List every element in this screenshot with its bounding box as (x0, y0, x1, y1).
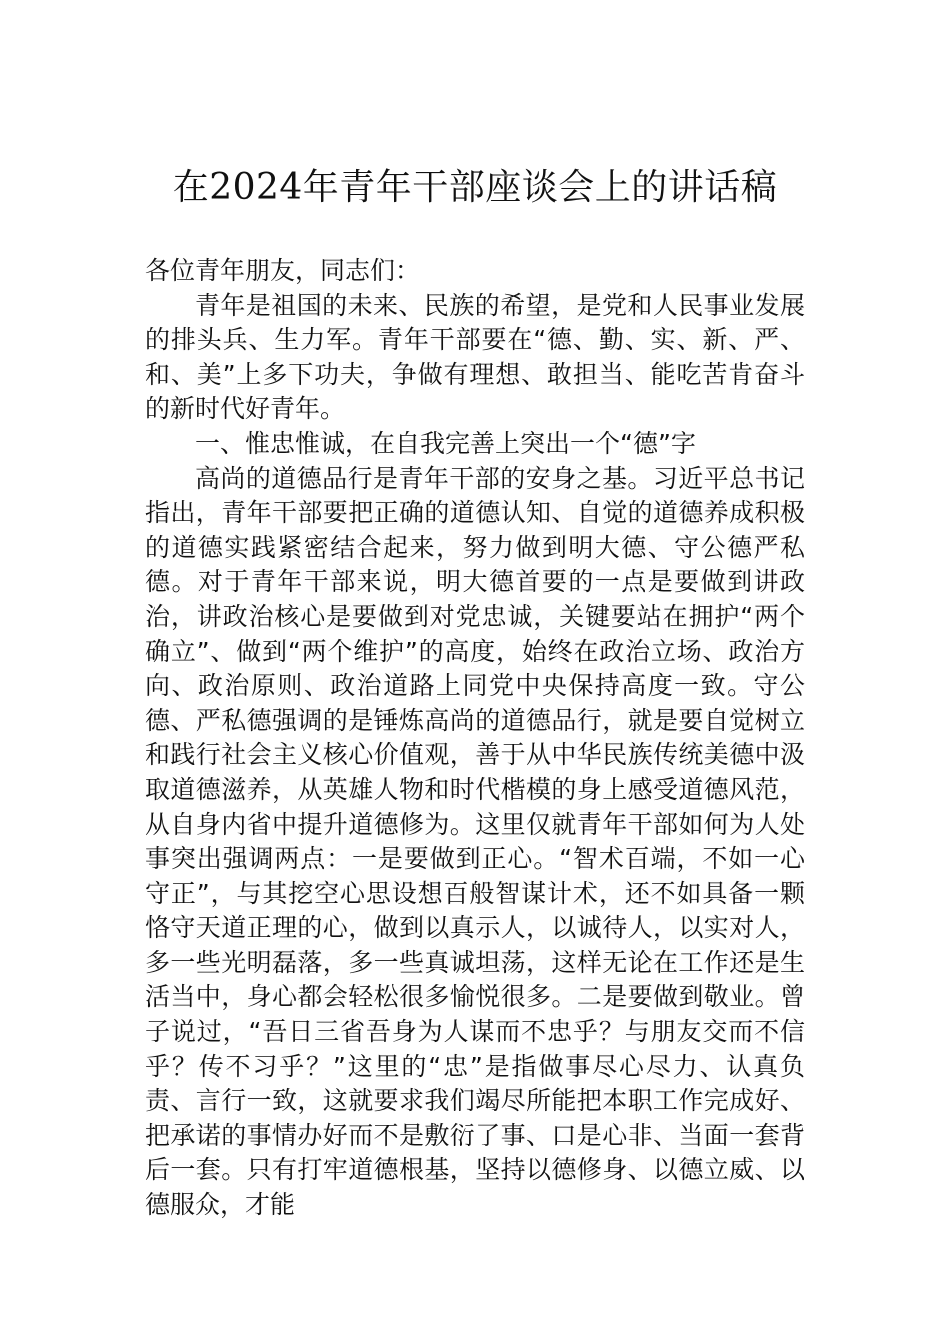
body-paragraph: 高尚的道德品行是青年干部的安身之基。习近平总书记指出，青年干部要把正确的道德认知、自觉的道德养成积极的道德实践紧密结合起来，努力做到明大德、守公德严私德。对于青年干部来说，明大德首要的一点是要做到讲政治，讲政治核心是要做到对党忠诚，关键要站在拥护“两个确立”、做到“两个维护”的高度，始终在政治立场、政治方向、政治原则、政治道路上同党中央保持高度一致。守公德、严私德强调的是锤炼高尚的道德品行，就是要自觉树立和践行社会主义核心价值观，善于从中华民族传统美德中汲取道德滋养，从英雄人物和时代楷模的身上感受道德风范，从自身内省中提升道德修为。这里仅就青年干部如何为人处事突出强调两点：一是要做到正心。“智术百端，不如一心守正”，与其挖空心思设想百般智谋计术，还不如具备一颗恪守天道正理的心，做到以真示人，以诚待人，以实对人，多一些光明磊落，多一些真诚坦荡，这样无论在工作还是生活当中，身心都会轻松很多愉悦很多。二是要做到敬业。曾子说过，“吾日三省吾身为人谋而不忠乎？与朋友交而不信乎？传不习乎？”这里的“忠”是指做事尽心尽力、认真负责、言行一致，这就要求我们竭尽所能把本职工作完成好、把承诺的事情办好而不是敷衍了事、口是心非、当面一套背后一套。只有打牢道德根基，坚持以德修身、以德立威、以德服众，才能 (145, 463, 805, 1220)
document-body (145, 254, 805, 1223)
document-title: 在2024年青年干部座谈会上的讲话稿 (172, 167, 778, 208)
section-heading: 一、惟忠惟诚，在自我完善上突出一个“德”字 (195, 428, 696, 458)
intro-paragraph: 青年是祖国的未来、民族的希望，是党和人民事业发展的排头兵、生力军。青年干部要在“德、勤、实、新、严、和、美”上多下功夫，争做有理想、敢担当、能吃苦肯奋斗的新时代好青年。 (145, 290, 805, 424)
salutation: 各位青年朋友，同志们： (145, 256, 421, 285)
